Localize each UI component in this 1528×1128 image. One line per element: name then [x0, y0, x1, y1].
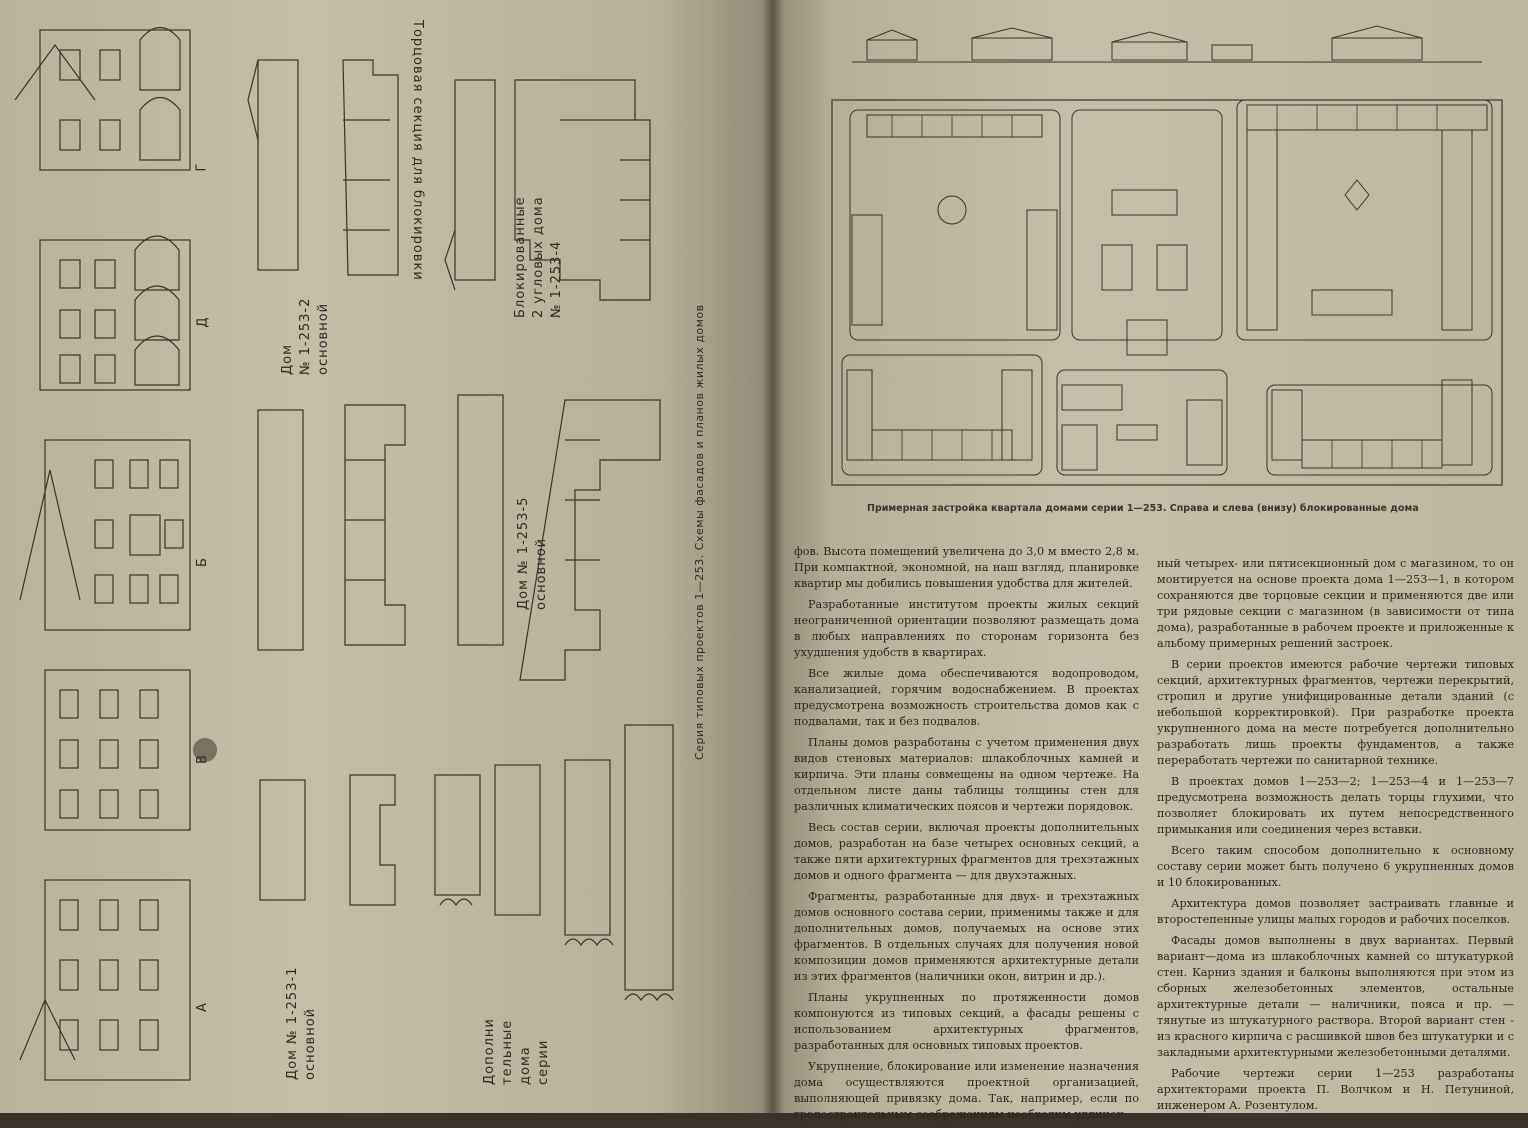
paragraph: Все жилые дома обеспечиваются водопроводом, канализацией, горячим водоснабжением. В проектах предусмотрена возможность строительства домов как с подвалами, так и без подвалов.: [794, 667, 1139, 728]
map-caption: Примерная застройка квартала домами серии 1—253. Справа и слева (внизу) блокированные дома: [867, 503, 1419, 514]
paragraph: ный четырех- или пятисекционный дом с магазином, то он монтируется на основе проекта дома 1—253—1, в котором сохраняются две торцовые секции и применяются две или три рядовые секции с магазином (в зависимости от типа дома), разработанные в рабочем проекте и приложенные к альбому примерных решений застроек.: [1157, 557, 1514, 650]
house-253-1-line1: Дом № 1-253-1: [285, 966, 300, 1080]
paragraph: Планы домов разработаны с учетом применения двух видов стеновых материалов: шлакоблочных камней и кирпича. Эти планы совмещены на одном чертеже. На отдельном листе даны таблицы толщины стен для различных климатических поясов и чертежи порядовок.: [794, 736, 1139, 813]
paragraph: Весь состав серии, включая проекты дополнительных домов, разработан на базе четырех основных секций, а также пяти архитектурных фрагментов для трехэтажных домов и одного фрагмента — для двухэтажных.: [794, 821, 1139, 882]
paragraph: фов. Высота помещений увеличена до 3,0 м вместо 2,8 м. При компактной, экономной, на наш взгляд, планировке квартир мы добились повышения удобства для жителей.: [794, 545, 1139, 590]
additional-line1: Дополни: [482, 1018, 497, 1085]
paragraph: Архитектура домов позволяет застраивать главные и второстепенные улицы малых городов и рабочих поселков.: [1157, 897, 1514, 926]
house-253-5-line2: основной: [534, 537, 549, 610]
blocked-line1: Блокированные: [513, 196, 528, 318]
paragraph: Рабочие чертежи серии 1—253 разработаны архитекторами проекта П. Волчком и Н. Петуниной, инженером А. Розентулом.: [1157, 1067, 1514, 1112]
house-253-5-line1: Дом № 1-253-5: [516, 496, 531, 610]
paragraph: В серии проектов имеются рабочие чертежи типовых секций, архитектурных фрагментов, чертежи перекрытий, стропил и другие унифицированные детали зданий (с небольшой корректировкой). При разработке проекта укрупненного дома на месте потребуется дополнительно разработать лишь проекты фундаментов, а также переработать чертежи по санитарной технике.: [1157, 658, 1514, 767]
letter-b: Б: [194, 558, 210, 567]
blocked-line2: 2 угловых дома: [531, 196, 546, 318]
house-253-2-line1: Дом: [280, 344, 295, 375]
map-blocks: [842, 100, 1492, 475]
paragraph: Всего таким способом дополнительно к основному составу серии может быть получено 6 укрупненных домов и 10 блокированных.: [1157, 844, 1514, 889]
house-253-2-line3: основной: [316, 302, 331, 375]
building-ticks: [892, 105, 1437, 468]
series-caption: Серия типовых проектов 1—253. Схемы фасадов и планов жилых домов: [693, 304, 706, 760]
letter-g: Г: [194, 163, 210, 172]
map-frame: [832, 100, 1502, 485]
left-page: [0, 0, 772, 1113]
book-gutter: [762, 0, 784, 1113]
paragraph: В проектах домов 1—253—2; 1—253—4 и 1—253—7 предусмотрена возможность делать торцы глухими, что позволяет блокировать их путем непосредственного примыкания или соединения через вставки.: [1157, 775, 1514, 836]
end-section-label: Торцовая секция для блокировки: [410, 20, 425, 281]
letter-a: А: [194, 1003, 210, 1012]
plan-column: [248, 60, 673, 1000]
paragraph: Фасады домов выполнены в двух вариантах. Первый вариант—дома из шлакоблочных камней со штукатуркой стен. Карниз здания и балконы выполняются при этом из сборных железобетонных элементов, остальные архитектурные детали — наличники, пояса и пр. — тянутые из штукатурного раствора. Второй вариант стен - из красного кирпича с расшивкой швов без штукатурки и с закладными архитектурными железобетонными деталями.: [1157, 934, 1514, 1059]
text-column-1: [794, 544, 1139, 1128]
blocked-line3: № 1-253-4: [549, 240, 564, 318]
letter-v: В: [194, 755, 210, 764]
facade-drawings: [0, 0, 772, 1113]
house-253-2-line2: № 1-253-2: [298, 297, 313, 375]
paragraph: Укрупнение, блокирование или изменение назначения дома осуществляются проектной организацией, выполняющей привязку дома. Так, например, если по градостроительным соображениям необходим удлинен-: [794, 1060, 1139, 1121]
right-page: [772, 0, 1528, 1121]
paragraph: Разработанные институтом проекты жилых секций неограниченной ориентации позволяют размещать дома в любых направлениях по сторонам горизонта без ухудшения удобств в квартирах.: [794, 598, 1139, 659]
paragraph: Планы укрупненных по протяженности домов компонуются из типовых секций, а фасады решены с использованием архитектурных фрагментов, разработанных для основных типовых проектов.: [794, 991, 1139, 1052]
additional-line2: тельные: [500, 1019, 515, 1085]
additional-line3: дома: [518, 1046, 533, 1085]
paragraph: Фрагменты, разработанные для двух- и трехэтажных домов основного состава серии, применимы также и для дополнительных домов, получаемых на основе этих фрагментов. В отдельных случаях для получения новой композиции домов применяются архитектурные детали из этих фрагментов (наличники окон, витрин и др.).: [794, 890, 1139, 983]
house-253-1-line2: основной: [303, 1007, 318, 1080]
additional-line4: серии: [536, 1039, 551, 1085]
facade-g: [40, 30, 190, 170]
elevation-strip: [852, 26, 1482, 62]
letter-d: Д: [195, 317, 211, 328]
text-column-2: [1157, 556, 1514, 1119]
facade-column: [15, 28, 190, 1081]
facade-b: [45, 440, 190, 630]
